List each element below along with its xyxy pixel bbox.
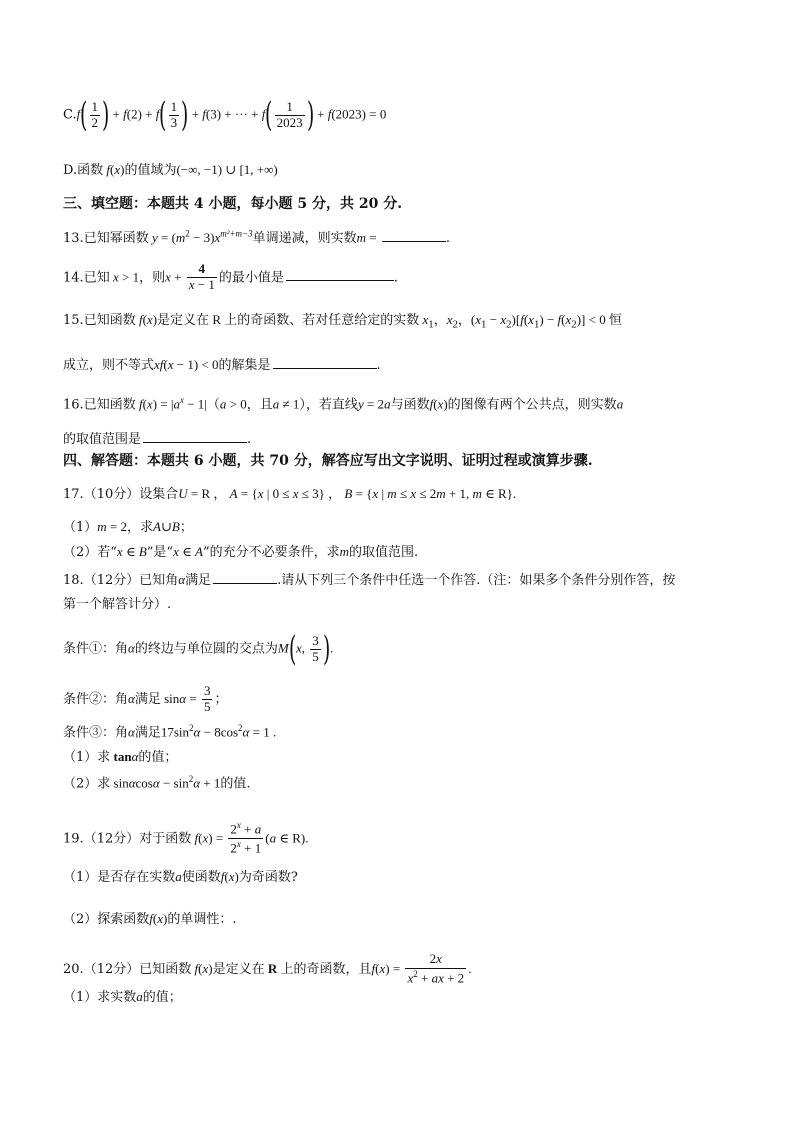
option-c: C.f( $\frac{1}{2}$ ) + f(2) + f( $\frac{1}{3}$ ) + f(3) + ··· + f( $\frac{1}{2023}$ ) + f(2023) = 0 — [63, 95, 387, 135]
section-heading-fill-in: 三、填空题：本题共 4 小题，每小题 5 分，共 20 分. — [63, 196, 403, 212]
question-text: 上的奇函数，且 — [280, 962, 372, 978]
part-number: （1）求 — [63, 750, 111, 765]
question-text: ），若直线 — [299, 397, 358, 413]
question-text: 满足 — [185, 573, 212, 588]
question-15-line-1: 15.已知函数 f(x)是定义在 R 上的奇函数、若对任意给定的实数 $x_1$，$x_2$，$(x_1 - x_2)[f(x_1) - f(x_2)] < 0$ 恒 — [63, 312, 622, 331]
question-text: 使函数 — [181, 870, 221, 885]
part-number: （1）是否存在实数 — [63, 870, 176, 885]
part-number: （2）若“ — [63, 545, 117, 560]
question-text: 第一个解答计分）. — [63, 597, 172, 612]
question-text: 成立，则不等式 — [63, 358, 155, 373]
question-text: 设集合 — [139, 487, 179, 502]
question-text: （ — [206, 397, 220, 413]
fraction-denominator: 2 — [91, 114, 99, 130]
question-19-part-2: （2）探索函数f(x)的单调性：. — [63, 911, 237, 927]
question-text: 的值； — [138, 750, 178, 765]
question-text: 是定义在 — [157, 313, 210, 328]
section-heading-answer: 四、解答题：本题共 6 小题，共 70 分，解答应写出文字说明、证明过程或演算步骤. — [63, 453, 593, 469]
question-16-line-2: 的取值范围是 . — [63, 432, 252, 447]
question-15-line-2: 成立，则不等式xf(x − 1) < 0的解集是 . — [63, 357, 381, 373]
question-text: 的单调性：. — [167, 912, 237, 927]
question-text: 已知函数 — [139, 962, 192, 978]
option-text: 函数 — [77, 163, 104, 178]
option-text: 的值域为 — [124, 163, 177, 178]
question-text: ”的充分不必要条件，求 — [202, 545, 340, 560]
question-text: 已知幂函数 — [83, 231, 149, 246]
answer-blank[interactable] — [143, 430, 247, 443]
question-number: 14. — [63, 270, 84, 286]
question-14: 14.已知 x > 1，则x + $\frac{4}{x - 1}$ 的最小值是 . — [63, 261, 398, 292]
question-number: 16. — [63, 397, 84, 413]
question-17: 17.（10分）设集合U = R ， A = {x | 0 ≤ x ≤ 3} ， B = {x | m ≤ x ≤ 2m + 1, m ∈ R}. — [63, 486, 517, 502]
answer-blank[interactable] — [213, 571, 277, 584]
question-text: 已知函数 — [83, 313, 136, 328]
question-number: 20. — [63, 962, 84, 978]
question-text: 的图像有两个公共点，则实数 — [447, 397, 617, 413]
part-number: （2）求 — [63, 776, 111, 792]
question-text: 满足 — [134, 725, 161, 741]
question-text: ，且 — [246, 397, 273, 413]
question-text: ”是“ — [146, 545, 174, 560]
question-text: 已知函数 — [83, 397, 136, 413]
question-score: （12分） — [83, 573, 140, 588]
question-text: 的最小值是 — [218, 270, 284, 286]
question-text: 的值. — [220, 776, 251, 792]
question-score: （12分） — [83, 962, 140, 978]
question-text: 是定义在 — [212, 962, 265, 978]
fraction-denominator: 2023 — [276, 114, 303, 130]
question-18-part-1: （1）求 tanα的值； — [63, 749, 178, 765]
equation-tail: = 0 — [369, 106, 387, 122]
question-text: 满足 — [134, 691, 161, 707]
question-text: 已知角 — [139, 573, 179, 588]
question-text: 与函数 — [390, 397, 430, 413]
question-text: .请从下列三个条件中任选一个作答.（注：如果多个条件分别作答，按 — [277, 573, 676, 588]
condition-3: 条件③：角α满足$17\sin^2\alpha - 8\cos^2\alpha = 1$ . — [63, 723, 277, 741]
condition-label: 条件③：角 — [63, 725, 129, 741]
question-17-part-2: （2）若“x ∈ B”是“x ∈ A”的充分不必要条件，求m的取值范围. — [63, 544, 419, 560]
answer-blank[interactable] — [286, 268, 394, 281]
question-score: （10分） — [83, 487, 140, 502]
question-18-line-2 — [63, 598, 171, 611]
question-number: 15. — [63, 313, 84, 328]
option-label: D. — [63, 163, 78, 178]
question-text: 恒 — [608, 313, 622, 328]
option-d: D.函数 f(x)的值域为(−∞, −1) ∪ [1, +∞) — [63, 162, 278, 178]
question-20: 20.（12分）已知函数 f(x)是定义在 R 上的奇函数，且f(x) = $\frac{2x}{x^2 + ax + 2}$ . — [63, 951, 472, 986]
question-text: 的终边与单位圆的交点为 — [134, 641, 278, 657]
condition-label: 条件②：角 — [63, 691, 129, 707]
answer-blank[interactable] — [382, 229, 446, 242]
option-label: C. — [63, 107, 77, 123]
question-number: 19. — [63, 831, 84, 847]
part-number: （2）探索函数 — [63, 912, 150, 927]
question-13: 13.已知幂函数 $y = (m^2 - 3)x^{m^2+m-3}$单调递减，则实数m = . — [63, 228, 450, 246]
question-text: ，求 — [127, 520, 154, 535]
condition-label: 条件①：角 — [63, 641, 129, 657]
question-16-line-1: 16.已知函数 $f(x) = |a^x - 1|(a > 0$，且a ≠ 1），若直线y = 2a与函数f(x)的图像有两个公共点，则实数a — [63, 395, 624, 413]
answer-blank[interactable] — [273, 356, 377, 369]
condition-2: 条件②：角α满足 sinα = $\frac{3}{5}$ ； — [63, 683, 228, 714]
question-20-part-1: （1）求实数a的值； — [63, 989, 182, 1005]
fraction-denominator: 3 — [170, 114, 178, 130]
question-text: ，则 — [139, 270, 166, 286]
question-17-part-1: （1）m = 2，求A∪B； — [63, 519, 193, 535]
question-number: 18. — [63, 573, 84, 588]
part-number: （1） — [63, 520, 98, 535]
question-text: 单调递减，则实数 — [252, 231, 357, 246]
question-18-line-1: 18.（12分）已知角α满足 .请从下列三个条件中任选一个作答.（注：如果多个条件分别作答，按 — [63, 572, 676, 588]
question-text: 的值； — [142, 990, 182, 1005]
question-text: 为奇函数? — [238, 870, 298, 885]
condition-1: 条件①：角α的终边与单位圆的交点为M(x, $\frac{3}{5}$ ). — [63, 629, 334, 669]
question-18-part-2: （2）求 $\sin\alpha\cos\alpha - \sin^2\alpha + 1$的值. — [63, 774, 251, 792]
question-text: 的解集是 — [218, 358, 271, 373]
question-19: 19.（12分）对于函数 f(x) = $\frac{2^x + a}{2^x + 1}$ (a ∈ R). — [63, 820, 309, 856]
question-19-part-1: （1）是否存在实数a使函数f(x)为奇函数? — [63, 869, 298, 885]
question-text: 的取值范围是 — [63, 432, 142, 447]
question-text: 对于函数 — [139, 831, 192, 847]
question-text: 上的奇函数、若对任意给定的实数 — [224, 313, 420, 328]
question-text: 已知 — [83, 270, 110, 286]
question-score: （12分） — [83, 831, 140, 847]
question-number: 13. — [63, 231, 84, 246]
question-number: 17. — [63, 487, 84, 502]
question-text: 的取值范围. — [348, 545, 419, 560]
part-number: （1）求实数 — [63, 990, 137, 1005]
